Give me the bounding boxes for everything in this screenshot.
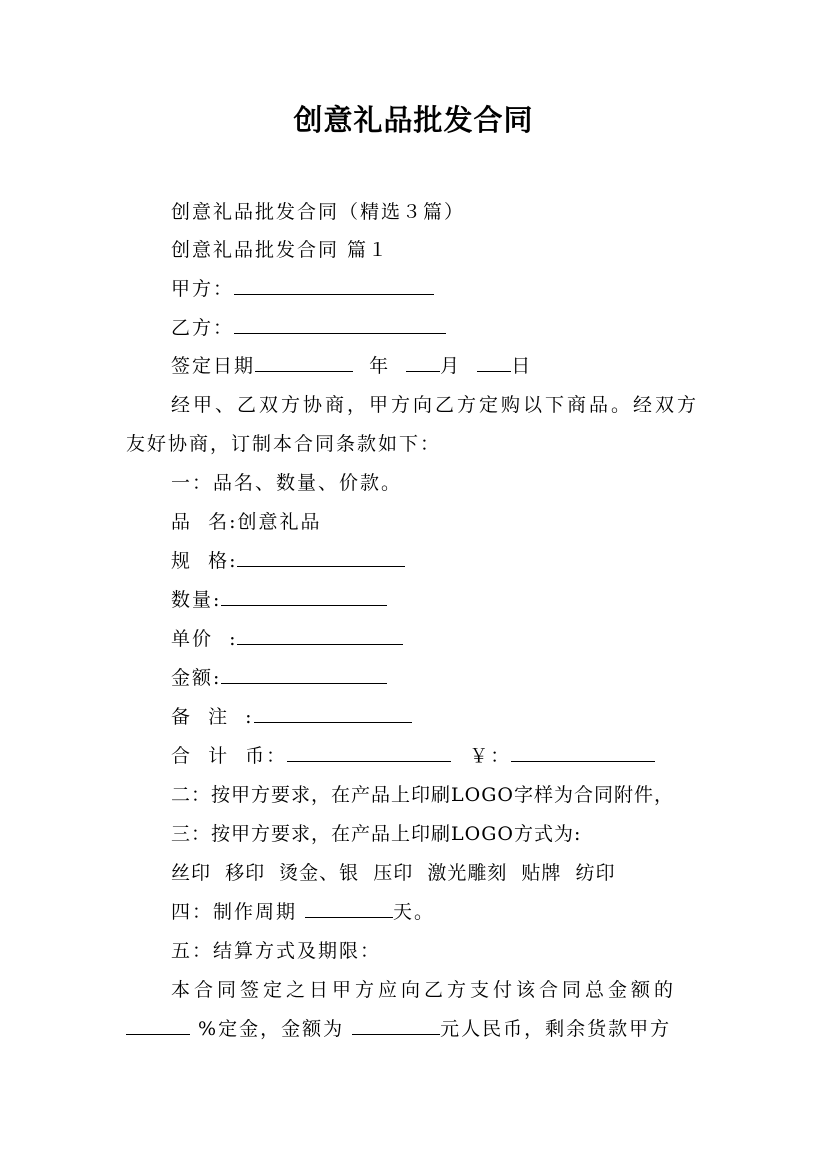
unit-price-line: [171, 626, 403, 652]
section-5-heading: 五：结算方式及期限：: [171, 940, 382, 962]
amount-blank: [221, 665, 387, 684]
remark-label: 备 注 :: [171, 706, 254, 728]
party-b-line: [171, 315, 446, 341]
amount-line: [171, 665, 387, 691]
date-year-label: 年: [369, 355, 391, 377]
total-line: [171, 743, 655, 769]
quantity-line: [171, 587, 387, 613]
intro-paragraph-line1: 经甲、乙双方协商，甲方向乙方定购以下商品。经双方: [171, 394, 700, 416]
date-month-label: 月: [440, 355, 462, 377]
unit-price-blank: [237, 626, 403, 645]
printing-methods: 丝印 移印 烫金、银 压印 激光雕刻 贴牌 纺印: [171, 862, 616, 884]
amount-label: 金额:: [171, 667, 222, 689]
deposit-percent-blank: [126, 1016, 190, 1035]
party-a-line: [171, 276, 434, 302]
intro-paragraph-line2: 友好协商，订制本合同条款如下：: [126, 433, 442, 455]
sign-date-line: [171, 353, 532, 379]
spec-line: [171, 548, 405, 574]
section-2-text: 二：按甲方要求，在产品上印刷LOGO字样为合同附件，: [171, 784, 674, 806]
document-title: 创意礼品批发合同: [293, 103, 534, 137]
quantity-label: 数量:: [171, 589, 222, 611]
date-label: 签定日期: [171, 355, 256, 377]
quantity-blank: [221, 587, 387, 606]
party-a-label: 甲方：: [171, 278, 235, 300]
total-yen-label: ￥：: [469, 745, 512, 767]
total-blank: [287, 743, 451, 762]
part-heading: 创意礼品批发合同 篇１: [171, 239, 390, 261]
party-a-blank: [234, 276, 434, 295]
party-b-blank: [234, 315, 446, 334]
party-b-label: 乙方：: [171, 317, 235, 339]
remark-line: [171, 704, 412, 730]
spec-label: 规 格:: [171, 550, 238, 572]
spec-blank: [237, 548, 405, 567]
date-month-blank: [406, 353, 440, 372]
deposit-text: %定金，金额为: [190, 1018, 353, 1040]
balance-text: 元人民币，剩余货款甲方: [440, 1018, 672, 1040]
date-year-blank: [255, 353, 353, 372]
remark-blank: [254, 704, 412, 723]
product-name-line: 品 名:创意礼品: [171, 511, 322, 533]
payment-paragraph-line2: [126, 1016, 671, 1042]
section-4-line: [171, 899, 435, 925]
production-cycle-unit: 天。: [393, 901, 436, 923]
section-3-text: 三：按甲方要求，在产品上印刷LOGO方式为:: [171, 823, 582, 845]
production-cycle-label: 四：制作周期: [171, 901, 306, 923]
date-day-label: 日: [511, 355, 533, 377]
section-1-heading: 一：品名、数量、价款。: [171, 472, 403, 494]
total-yen-blank: [511, 743, 655, 762]
date-day-blank: [477, 353, 511, 372]
production-cycle-blank: [305, 899, 393, 918]
unit-price-label: 单价 :: [171, 628, 238, 650]
subtitle: 创意礼品批发合同（精选３篇）: [171, 201, 466, 223]
deposit-amount-blank: [352, 1016, 440, 1035]
total-label: 合 计 币：: [171, 745, 288, 767]
payment-paragraph-line1: 本合同签定之日甲方应向乙方支付该合同总金额的: [171, 979, 678, 1001]
